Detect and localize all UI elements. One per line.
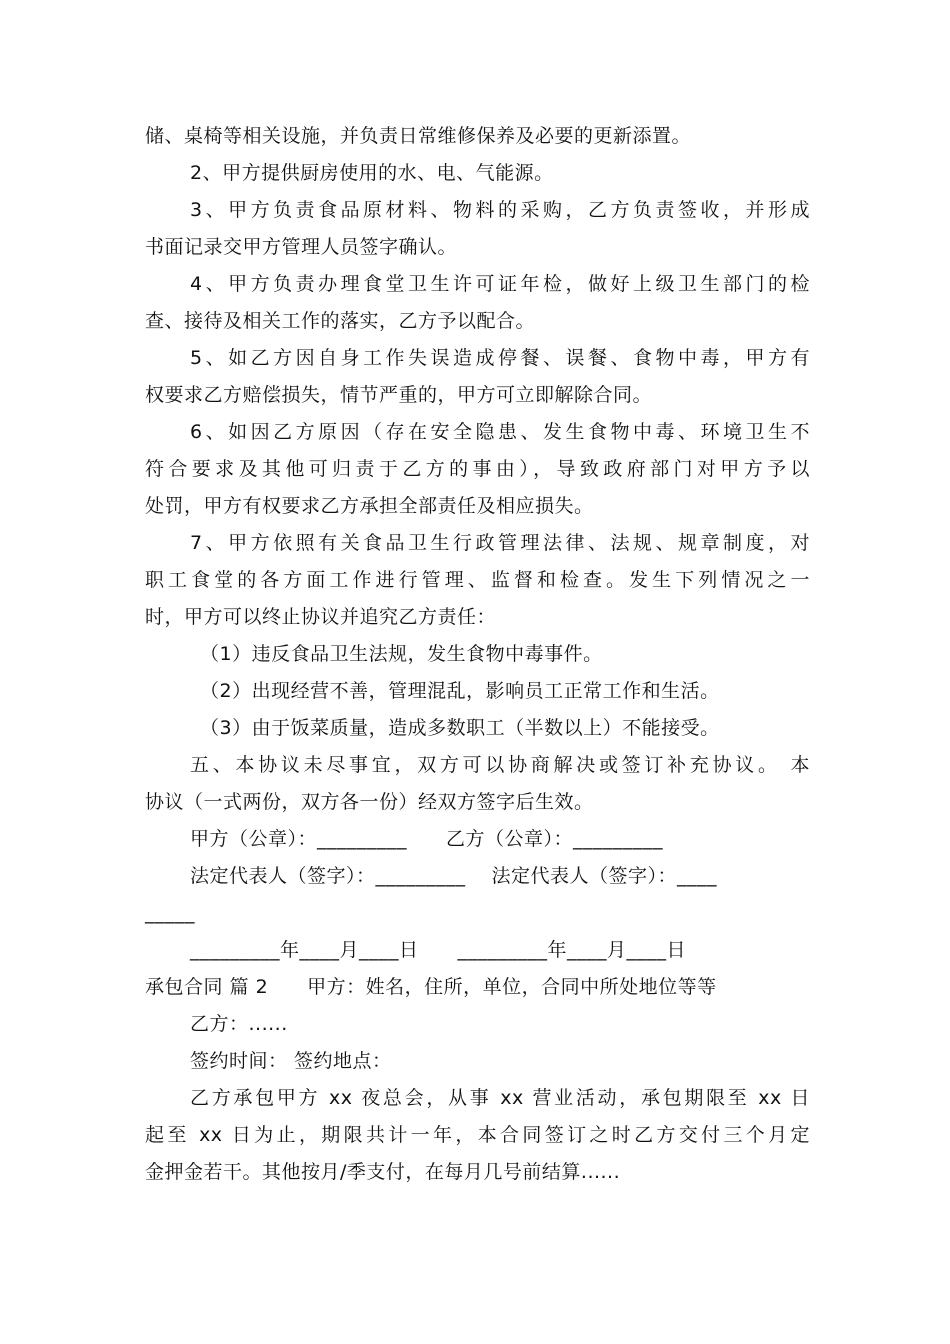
text-line: 符合要求及其他可归责于乙方的事由），导致政府部门对甲方予以 [145, 458, 810, 480]
text-line: 处罚，甲方有权要求乙方承担全部责任及相应损失。 [145, 495, 594, 517]
text-line: 权要求乙方赔偿损失，情节严重的，甲方可立即解除合同。 [145, 384, 653, 406]
contract-body-line: 乙方承包甲方 xx 夜总会，从事 xx 营业活动，承包期限至 xx 日 [190, 1087, 810, 1109]
document-body [145, 118, 810, 1191]
text-line: 职工食堂的各方面工作进行管理、监督和检查。发生下列情况之一 [145, 569, 810, 591]
signing-info-line: 签约时间： 签约地点： [190, 1050, 392, 1072]
clause-line: 6、如因乙方原因（存在安全隐患、发生食物中毒、环境卫生不 [190, 421, 810, 443]
clause-line: 4、甲方负责办理食堂卫生许可证年检，做好上级卫生部门的检 [190, 273, 810, 295]
sub-item-line: （3）由于饭菜质量，造成多数职工（半数以上）不能接受。 [200, 717, 720, 739]
text-line: 时，甲方可以终止协议并追究乙方责任： [145, 606, 497, 628]
contract-heading-line: 承包合同 篇 2 甲方：姓名，住所，单位，合同中所处地位等等 [145, 976, 717, 998]
clause-line: 3、甲方负责食品原材料、物料的采购，乙方负责签收，并形成 [190, 199, 810, 221]
clause-line: 7、甲方依照有关食品卫生行政管理法律、法规、规章制度，对 [190, 532, 810, 554]
sub-item-line: （2）出现经营不善，管理混乱，影响员工正常工作和生活。 [200, 680, 720, 702]
signature-date-line: _________年____月____日 _________年____月____日 [190, 939, 687, 961]
signature-seal-line: 甲方（公章）：_________ 乙方（公章）：_________ [190, 828, 664, 850]
contract-body-line: 金押金若干。其他按月/季支付，在每月几号前结算...... [145, 1161, 621, 1183]
party-b-line: 乙方：...... [190, 1013, 288, 1035]
contract-body-line: 起至 xx 日为止，期限共计一年，本合同签订之时乙方交付三个月定 [145, 1124, 810, 1146]
text-line: 协议（一式两份，双方各一份）经双方签字后生效。 [145, 791, 594, 813]
text-line: 查、接待及相关工作的落实，乙方予以配合。 [145, 310, 536, 332]
clause-line: 五、本协议未尽事宜，双方可以协商解决或签订补充协议。 本 [190, 754, 810, 776]
text-line: 储、桌椅等相关设施，并负责日常维修保养及必要的更新添置。 [145, 125, 692, 147]
clause-line: 5、如乙方因自身工作失误造成停餐、误餐、食物中毒，甲方有 [190, 347, 810, 369]
sub-item-line: （1）违反食品卫生法规，发生食物中毒事件。 [200, 643, 603, 665]
text-line: 书面记录交甲方管理人员签字确认。 [145, 236, 458, 258]
clause-line: 2、甲方提供厨房使用的水、电、气能源。 [190, 162, 554, 184]
signature-underline-continuation: _____ [145, 902, 195, 924]
signature-representative-line: 法定代表人（签字）：_________ 法定代表人（签字）：____ [190, 865, 718, 887]
